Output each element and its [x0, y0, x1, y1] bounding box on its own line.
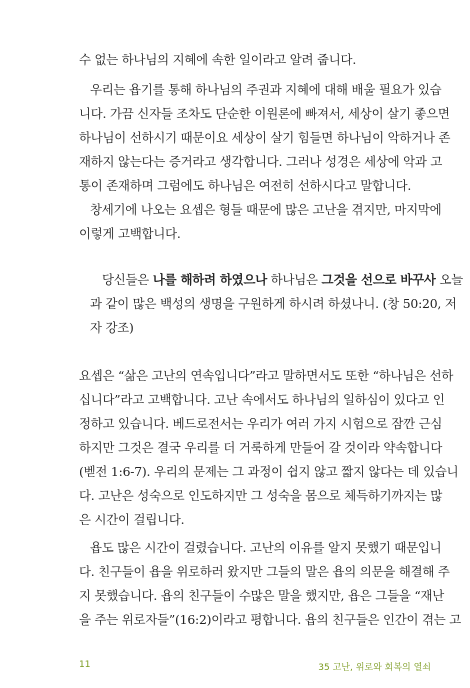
page-number: 11 [79, 660, 91, 670]
paragraph-line: 욥도 많은 시간이 걸렸습니다. 고난의 이유를 알지 못했기 때문입니 [90, 540, 442, 555]
block-quote-line: 과 같이 많은 백성의 생명을 구원하게 하시려 하셨나니. (창 50:20, 저 [90, 296, 457, 311]
paragraph-line: 을 주는 위로자들”(16:2)이라고 평합니다. 욥의 친구들은 인간이 겪는 고 [79, 612, 462, 627]
paragraph-line: 창세기에 나오는 요셉은 형들 때문에 많은 고난을 겪지만, 마지막에 [90, 202, 442, 217]
paragraph-line: 정하고 있습니다. 베드로전서는 우리가 여러 가지 시험으로 잠깐 근심 [79, 416, 443, 431]
emphasis: 그것을 선으로 바꾸사 [321, 272, 436, 287]
paragraph-line: (벧전 1:6-7). 우리의 문제는 그 과정이 쉽지 않고 짧지 않다는 데 있습니 [79, 464, 459, 479]
paragraph-line: 지 못했습니다. 욥의 친구들이 수많은 말을 했지만, 욥은 그들을 “재난 [79, 588, 445, 603]
emphasis: 나를 해하려 하였으나 [152, 272, 267, 287]
paragraph-line: 다. 친구들이 욥을 위로하러 왔지만 그들의 말은 욥의 의문을 해결해 주 [79, 564, 450, 579]
block-quote-line: 당신들은 나를 해하려 하였으나 하나님은 그것을 선으로 바꾸사 오늘 [102, 272, 463, 287]
paragraph-line: 다. 고난은 성숙으로 인도하지만 그 성숙을 몸으로 체득하기까지는 많 [79, 488, 443, 503]
paragraph-line: 십니다”라고 고백합니다. 고난 속에서도 하나님의 일하심이 있다고 인 [79, 392, 445, 407]
paragraph-line: 통이 존재하며 그럼에도 하나님은 여전히 선하시다고 말합니다. [79, 178, 412, 193]
paragraph-line: 하나님이 선하시기 때문이요 세상이 살기 힘들면 하나님이 악하거나 존 [79, 130, 451, 145]
paragraph-line: 요셉은 “삶은 고난의 연속입니다”라고 말하면서도 또한 “하나님은 선하 [79, 368, 454, 383]
paragraph-line: 하지만 그것은 결국 우리를 더 거룩하게 만들어 갈 것이라 약속합니다 [79, 440, 443, 455]
paragraph-line: 수 없는 하나님의 지혜에 속한 일이라고 알려 줍니다. [79, 52, 357, 67]
block-quote-line: 자 강조) [90, 320, 134, 335]
paragraph-line: 니다. 가끔 신자들 조차도 단순한 이원론에 빠져서, 세상이 살기 좋으면 [79, 106, 450, 121]
running-footer-chapter: 35 고난, 위로와 회복의 열쇠 [318, 663, 431, 673]
paragraph-line: 우리는 욥기를 통해 하나님의 주권과 지혜에 대해 배울 필요가 있습 [90, 82, 442, 97]
paragraph-line: 이렇게 고백합니다. [79, 226, 181, 241]
paragraph-line: 은 시간이 걸립니다. [79, 512, 185, 527]
paragraph-line: 재하지 않는다는 증거라고 생각합니다. 그러나 성경은 세상에 악과 고 [79, 154, 443, 169]
